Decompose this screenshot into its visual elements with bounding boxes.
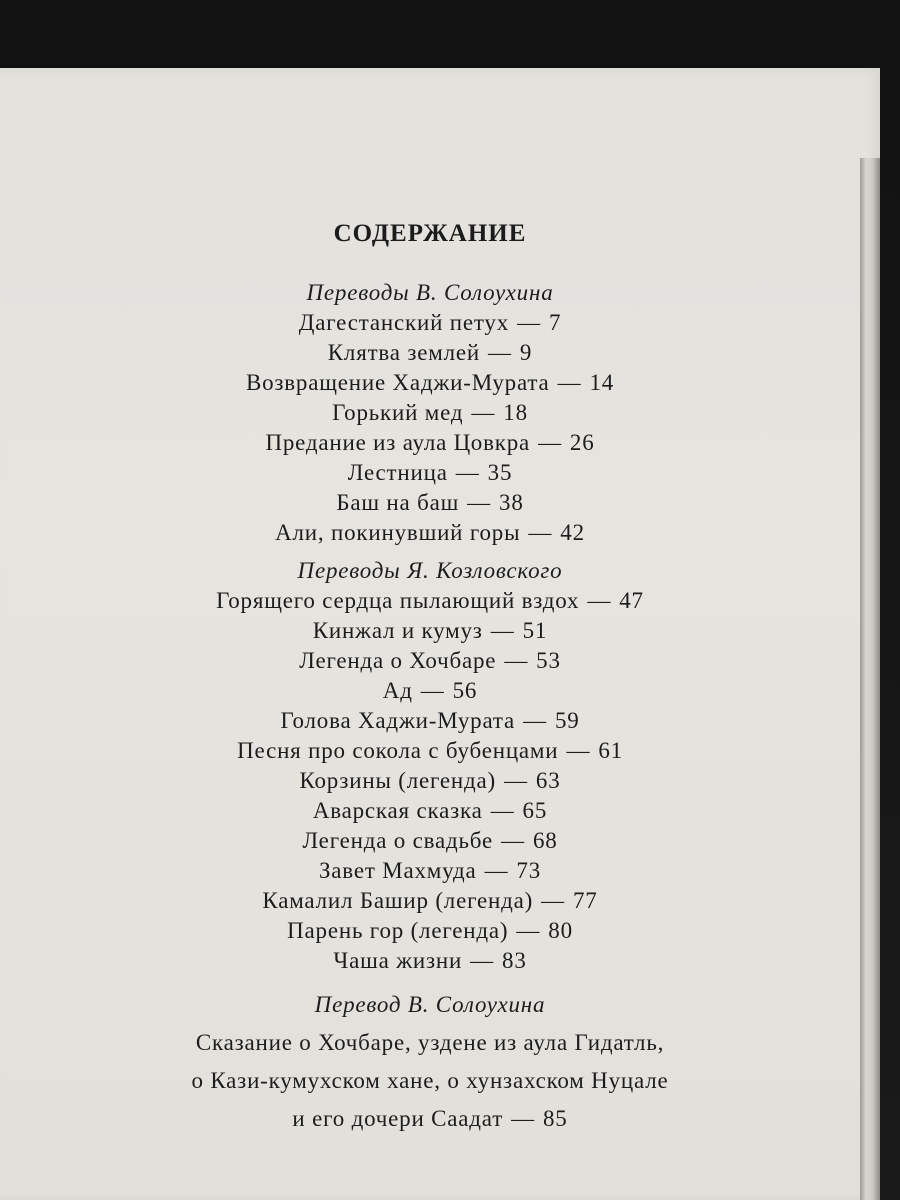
toc-entry: Али, покинувший горы — 42 — [275, 520, 585, 545]
toc-entry: Чаша жизни — 83 — [333, 948, 527, 973]
entry-page: 18 — [503, 400, 528, 425]
toc-entry: Баш на баш — 38 — [336, 490, 524, 515]
entry-page: 61 — [598, 738, 623, 763]
toc-entry: Легенда о свадьбе — 68 — [302, 828, 558, 853]
toc-entry: Аварская сказка — 65 — [312, 798, 548, 823]
entry-page: 65 — [522, 798, 548, 823]
entry-title: Корзины (легенда) — [299, 768, 497, 793]
entry-title: Горький мед — [332, 400, 464, 425]
entry-title: Али, покинувший горы — [275, 520, 521, 545]
entry-title-line-last: и его дочери Саадат — 85 — [292, 1106, 568, 1131]
entry-page: 14 — [589, 370, 615, 395]
entry-page: 7 — [548, 310, 562, 335]
entry-page: 9 — [519, 340, 533, 365]
entry-title: Чаша жизни — [333, 948, 463, 973]
entry-page: 35 — [487, 460, 513, 485]
entry-page: 38 — [499, 490, 524, 515]
toc-entry: Парень гор (легенда) — 80 — [287, 918, 573, 943]
toc-entry: Возвращение Хаджи-Мурата — 14 — [245, 370, 615, 395]
toc-entry: Горящего сердца пылающий вздох — 47 — [216, 588, 644, 613]
entry-title-line: о Кази-кумухском хане, о хунзахском Нуцале — [191, 1068, 669, 1093]
entry-title: Завет Махмуда — [318, 858, 477, 883]
toc-section-kozlovsky — [0, 556, 860, 976]
entry-page: 83 — [502, 948, 527, 973]
entry-title: Аварская сказка — [312, 798, 483, 823]
entry-title-line: Сказание о Хочбаре, уздене из аула Гидатль, — [195, 1030, 665, 1055]
entry-title: Легенда о Хочбаре — [299, 648, 497, 673]
toc-entry — [0, 1024, 860, 1138]
entry-page: 73 — [516, 858, 542, 883]
section-heading: Переводы Я. Козловского — [297, 558, 563, 583]
entry-title: Легенда о свадьбе — [302, 828, 494, 853]
toc-section-soloukhin-single — [0, 990, 860, 1138]
entry-title: Возвращение Хаджи-Мурата — [245, 370, 550, 395]
entry-page: 51 — [522, 618, 548, 643]
entry-title: Предание из аула Цовкра — [265, 430, 531, 455]
entry-page: 26 — [569, 430, 595, 455]
toc-entry: Горький мед — 18 — [332, 400, 528, 425]
book-page — [0, 68, 880, 1200]
entry-page: 68 — [532, 828, 558, 853]
entry-page: 63 — [535, 768, 561, 793]
entry-page: 47 — [619, 588, 644, 613]
entry-page: 53 — [536, 648, 561, 673]
entry-title: Парень гор (легенда) — [287, 918, 509, 943]
toc-entry: Дагестанский петух — 7 — [298, 310, 562, 335]
entry-page: 77 — [573, 888, 598, 913]
entry-title-line: и его дочери Саадат — [292, 1106, 504, 1131]
toc-entry: Лестница — 35 — [347, 460, 513, 485]
entry-title: Баш на баш — [336, 490, 460, 515]
toc-entry: Голова Хаджи-Мурата — 59 — [280, 708, 580, 733]
toc-entry: Легенда о Хочбаре — 53 — [299, 648, 561, 673]
toc-entry: Завет Махмуда — 73 — [318, 858, 542, 883]
section-heading: Переводы В. Солоухина — [306, 280, 554, 305]
section-heading: Перевод В. Солоухина — [314, 992, 546, 1017]
entry-title: Дагестанский петух — [298, 310, 510, 335]
entry-title: Голова Хаджи-Мурата — [280, 708, 516, 733]
toc-entry: Кинжал и кумуз — 51 — [312, 618, 548, 643]
entry-page: 59 — [554, 708, 580, 733]
toc-section-soloukhin — [0, 278, 860, 548]
entry-title: Песня про сокола с бубенцами — [237, 738, 559, 763]
toc-entry: Клятва землей — 9 — [327, 340, 533, 365]
entry-title: Лестница — [347, 460, 448, 485]
page-edge — [860, 158, 880, 1200]
entry-page: 85 — [542, 1106, 568, 1131]
entry-title: Горящего сердца пылающий вздох — [216, 588, 580, 613]
entry-page: 42 — [560, 520, 585, 545]
toc-entry: Песня про сокола с бубенцами — 61 — [237, 738, 623, 763]
entry-page: 56 — [452, 678, 478, 703]
toc-entry: Камалил Башир (легенда) — 77 — [262, 888, 598, 913]
toc-entry: Корзины (легенда) — 63 — [299, 768, 561, 793]
toc-entry: Предание из аула Цовкра — 26 — [265, 430, 595, 455]
entry-title: Клятва землей — [327, 340, 480, 365]
entry-title: Ад — [382, 678, 413, 703]
entry-title: Кинжал и кумуз — [312, 618, 483, 643]
entry-page: 80 — [548, 918, 573, 943]
toc-title: СОДЕРЖАНИЕ — [333, 220, 527, 247]
table-of-contents — [0, 218, 860, 1138]
entry-title: Камалил Башир (легенда) — [262, 888, 534, 913]
toc-entry: Ад — 56 — [382, 678, 478, 703]
